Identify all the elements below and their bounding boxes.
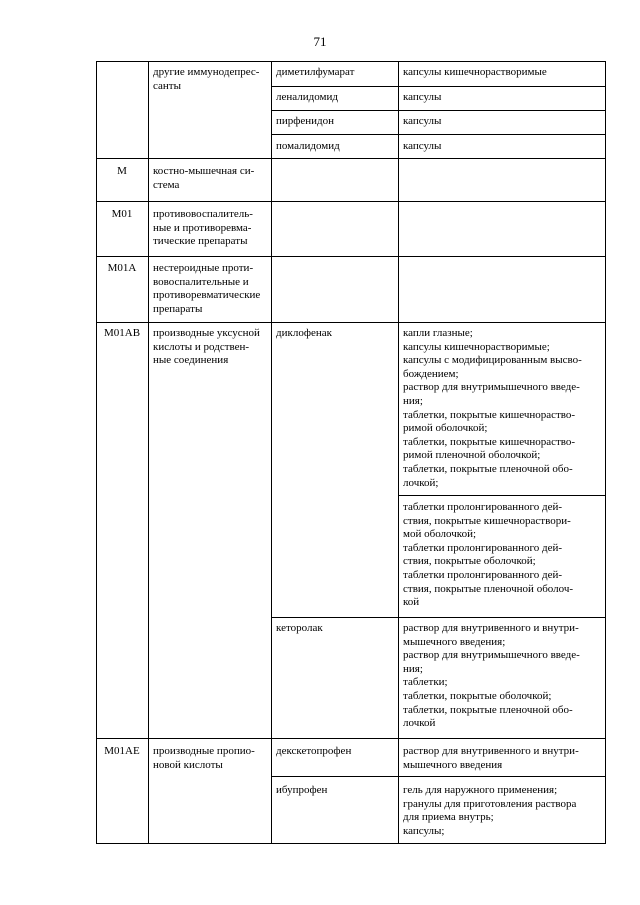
- row-group: противовоспалитель- ные и противоревма- тические препараты: [153, 208, 253, 248]
- row-group: другие иммунодепрес- санты: [153, 66, 260, 92]
- drug-name: помалидомид: [276, 140, 340, 152]
- drug-form: таблетки пролонгированного дей- ствия, покрытые кишечнораствори- мой оболочкой; таблетки пролонгированного дей- ствия, покрытые оболочкой; таблетки пролонгированного дей- ствия, покрытые пленочной оболоч- кой: [403, 501, 574, 609]
- row-code: М: [117, 165, 127, 177]
- drug-form: капли глазные; капсулы кишечнорастворимые; капсулы с модифицированным высво- бождением; раствор для внутримышечного введе- ния; таблетки, покрытые кишечнораство- римой оболочкой; таблетки, покрытые кишечнораство- римой пленочной оболочкой; таблетки, покрытые пленочной обо- лочкой;: [403, 327, 582, 489]
- drug-form: капсулы: [403, 140, 442, 152]
- drug-name: диметилфумарат: [276, 66, 355, 78]
- row-code: М01: [111, 208, 133, 220]
- drug-form: капсулы кишечнорастворимые: [403, 66, 547, 78]
- drug-form: капсулы: [403, 115, 442, 127]
- row-code: М01А: [107, 262, 137, 274]
- drug-name: кеторолак: [276, 622, 323, 634]
- row-code: М01АВ: [103, 327, 141, 339]
- drug-name: ибупрофен: [276, 784, 328, 796]
- drug-form: раствор для внутривенного и внутри- мышечного введения: [403, 745, 579, 771]
- row-group: производные пропио- новой кислоты: [153, 745, 255, 771]
- drug-form: гель для наружного применения; гранулы для приготовления раствора для приема внутрь; капсулы;: [403, 784, 577, 837]
- row-group: производные уксусной кислоты и родствен- ные соединения: [153, 327, 260, 367]
- row-group: костно-мышечная си- стема: [153, 165, 255, 191]
- drug-name: леналидомид: [276, 91, 338, 103]
- drug-form: раствор для внутривенного и внутри- мышечного введения; раствор для внутримышечного введе- ния; таблетки; таблетки, покрытые оболочкой; таблетки, покрытые пленочной обо- лочкой: [403, 622, 580, 730]
- drug-name: пирфенидон: [276, 115, 335, 127]
- row-code: М01АЕ: [104, 745, 140, 757]
- drug-name: декскетопрофен: [276, 745, 352, 757]
- page-number: 71: [313, 34, 327, 49]
- row-group: нестероидные проти- вовоспалительные и противоревматические препараты: [153, 262, 261, 315]
- drug-name: диклофенак: [276, 327, 332, 339]
- drug-form: капсулы: [403, 91, 442, 103]
